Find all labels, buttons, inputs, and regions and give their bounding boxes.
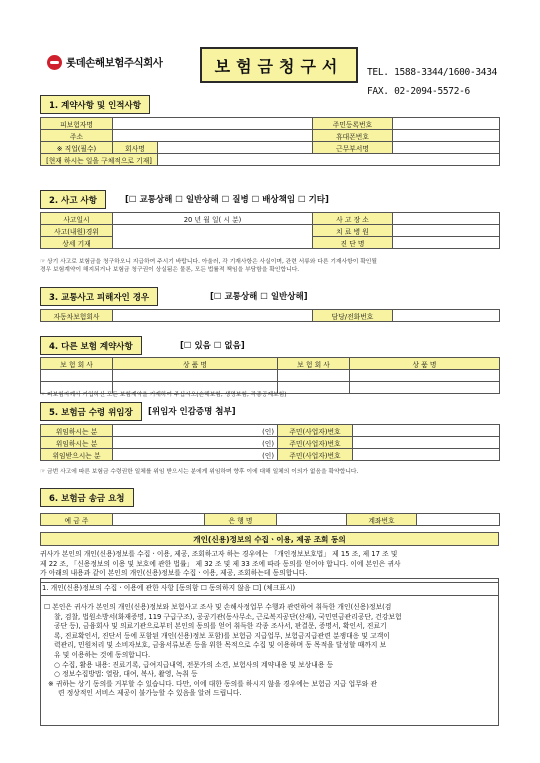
cause-field[interactable]	[113, 225, 313, 249]
hospital-field[interactable]	[393, 225, 500, 237]
section-4-table	[40, 357, 500, 394]
rid-field[interactable]	[353, 425, 500, 437]
product-field[interactable]	[350, 370, 500, 382]
consent-line: 귀사가 본인의 개인(신용)정보를 수집ㆍ이용, 제공, 조회하고자 하는 경우에는 「개인정보보호법」 제 15 조, 제 17 조 및	[40, 550, 398, 558]
section-2-table	[40, 212, 500, 249]
duty-label: [현재 하시는 일을 구체적으로 기재]	[41, 154, 158, 166]
section-6-title: 6. 보험금 송금 요청	[40, 488, 134, 507]
consent-line: 제 22 조, 「신용정보의 이용 및 보호에 관한 법률」 제 32 조 및 제 33 조에 따라 동의를 얻어야 합니다. 이에 본인은 귀사	[40, 559, 401, 568]
consent-line: 록, 진료확인서, 진단서 등에 포함된 개인(신용)정보 포함)를 보험금 지급업무, 보험금지급관련 분쟁대응 및 고객이	[54, 631, 390, 640]
accident-type-options[interactable]: [☐ 교통상해 ☐ 일반상해 ☐ 질병 ☐ 배상책임 ☐ 기타]	[125, 195, 329, 205]
consent-line: 련 정상적인 서비스 제공이 불가능할 수 있음을 알려 드립니다.	[58, 689, 242, 698]
product-field[interactable]	[113, 370, 278, 382]
date-label: 사고일시	[41, 213, 113, 225]
resident-field[interactable]	[393, 118, 500, 130]
section-3-table	[40, 309, 500, 322]
delegator-label: 위임하시는 분	[41, 437, 113, 449]
lotte-logo-icon	[47, 55, 62, 70]
seal-mark[interactable]: (인)	[113, 449, 278, 461]
depositor-label: 예 금 주	[41, 514, 113, 526]
section-3-title: 3. 교통사고 피해자인 경우	[40, 287, 158, 306]
consent-line: 공단 등), 금융회사 및 의료기관으로부터 본인의 동의를 얻어 취득한 각종 조사서, 판결문, 증명서, 확인서, 진료기	[54, 622, 387, 631]
form-title-text: 보험금청구서	[214, 56, 344, 76]
consent-line: 가 아래의 내용과 같이 본인의 개인(신용)정보를 수집ㆍ이용, 제공, 조회하는데 동의합니다.	[40, 569, 308, 578]
auto-insurer-label: 자동차보험회사	[41, 310, 113, 322]
note-line: 경우 보험계약이 해지되거나 보험금 청구권이 상실됨은 물론, 모든 법률적 책임을 부담함을 확인합니다.	[40, 267, 300, 273]
job-label: ※ 직업(필수)	[41, 142, 113, 154]
consent-intro	[40, 550, 499, 579]
detail-label: 상세 기재	[41, 237, 113, 249]
date-field[interactable]: 20 년 월 일( 시 분)	[113, 213, 313, 225]
insurer-field[interactable]	[278, 370, 350, 382]
insured-field[interactable]	[113, 118, 313, 130]
fax-number: FAX. 02-2094-5572-6	[367, 86, 470, 97]
consent-line[interactable]: ☐ 본인은 귀사가 본인의 개인(신용)정보와 보험사고 조사 및 손해사정업무 수행과 관련하여 취득한 개인(신용)정보(검	[44, 603, 392, 611]
duty-field[interactable]	[158, 154, 500, 166]
company-logo	[47, 52, 197, 72]
rid-label: 주민(사업자)번호	[278, 449, 353, 461]
company-name: 롯데손해보험주식회사	[66, 56, 163, 69]
auto-insurer-field[interactable]	[113, 310, 313, 322]
section-1-table	[40, 117, 500, 166]
section-5-table	[40, 424, 500, 461]
tel-number: TEL. 1588-3344/1600-3434	[367, 67, 498, 78]
bank-label: 은 행 명	[205, 514, 277, 526]
place-field[interactable]	[393, 213, 500, 225]
delegator-label: 위임하시는 분	[41, 425, 113, 437]
cause-label: 사고(내원)경위	[41, 225, 113, 237]
consent-title: 개인(신용)정보의 수집ㆍ이용, 제공 조회 동의	[41, 533, 499, 546]
diagnosis-label: 진 단 명	[313, 237, 393, 249]
section-2-note	[40, 258, 377, 274]
depositor-field[interactable]	[113, 514, 205, 526]
consent-line: ○ 정보수집방법: 열람, 대여, 복사, 촬영, 녹취 등	[54, 670, 198, 679]
section-5-title: 5. 보험금 수령 위임장	[40, 402, 142, 421]
product-header: 상 품 명	[113, 358, 278, 370]
section-4-note: ☞ 피보험자께서 가입하신 모든 보험계약을 기재하여 주십시오(손해보험, 생명보험, 각종공제보험)	[40, 392, 287, 398]
insurer-field[interactable]	[278, 382, 350, 394]
seal-mark[interactable]: (인)	[113, 425, 278, 437]
insurer-header: 보 험 회 사	[41, 358, 113, 370]
manager-label: 담당/전화번호	[313, 310, 393, 322]
address-label: 주소	[41, 130, 113, 142]
traffic-type-options[interactable]: [☐ 교통상해 ☐ 일반상해]	[210, 292, 308, 302]
section-4-title: 4. 다른 보험 계약사항	[40, 336, 142, 355]
consent-title-bar	[40, 532, 499, 546]
dept-field[interactable]	[393, 142, 500, 154]
rid-field[interactable]	[353, 449, 500, 461]
product-header: 상 품 명	[350, 358, 500, 370]
insured-label: 피보험자명	[41, 118, 113, 130]
product-field[interactable]	[350, 382, 500, 394]
section-5-note: ☞ 금번 사고에 따른 보험금 수령권한 일체를 위임 받으시는 분에게 위임하며 향후 이에 대해 일체의 이의가 없음을 확약합니다.	[40, 469, 359, 475]
section-2-title: 2. 사고 사항	[40, 190, 106, 209]
mobile-label: 휴대폰번호	[313, 130, 393, 142]
place-label: 사 고 장 소	[313, 213, 393, 225]
account-label: 계좌번호	[347, 514, 417, 526]
consent-frame	[40, 578, 499, 726]
dept-label: 근무부서명	[313, 142, 393, 154]
company-field[interactable]	[158, 142, 313, 154]
hospital-label: 치 료 병 원	[313, 225, 393, 237]
seal-mark[interactable]: (인)	[113, 437, 278, 449]
other-insurance-options[interactable]: [☐ 있음 ☐ 없음]	[180, 341, 245, 351]
consent-line: 력관리, 민원처리 및 소비자보호, 금융서류보존 등을 위한 목적으로 수집 및 이용하며 동 목적을 달성할 때까지 보	[54, 641, 387, 650]
note-line: ☞ 상기 사고로 보험금을 청구하오니 지급하여 주시기 바랍니다. 아울러, 각 기재사항은 사실이며, 관련 서류와 다른 기재사항이 확인될	[40, 259, 377, 265]
proxy-subtitle: [위임자 인감증명 첨부]	[148, 407, 236, 417]
insurer-field[interactable]	[41, 370, 113, 382]
rid-field[interactable]	[353, 437, 500, 449]
contact-info	[367, 63, 497, 101]
section-6-table	[40, 513, 500, 526]
rid-label: 주민(사업자)번호	[278, 425, 353, 437]
consent-line: 찰, 검찰, 법원소방서(화재증명, 119 구급구조), 공공기관(동사무소, 근로복지공단(산재), 국민연금관리공단, 건강보험	[54, 612, 402, 621]
consent-line: ※ 귀하는 상기 동의를 거부할 수 있습니다. 다만, 이에 대한 동의를 하시지 않을 경우에는 보험금 지급 업무와 관	[48, 679, 378, 688]
delegate-label: 위임받으시는 분	[41, 449, 113, 461]
consent-line: ○ 수집, 활용 내용: 진료기록, 급여지급내역, 전문가의 소견, 보험사의 계약내용 및 보상내용 등	[54, 660, 334, 669]
resident-label: 주민등록번호	[313, 118, 393, 130]
diagnosis-field[interactable]	[393, 237, 500, 249]
consent-question[interactable]: 1. 개인(신용)정보의 수집ㆍ이용에 관한 사항 [동의함 ☐ 동의하지 않음 ☐] (체크표시)	[40, 582, 499, 596]
bank-field[interactable]	[277, 514, 347, 526]
company-label: 회사명	[113, 142, 158, 154]
mobile-field[interactable]	[393, 130, 500, 142]
consent-line: 유 및 이용하는 것에 동의합니다.	[54, 650, 151, 659]
rid-label: 주민(사업자)번호	[278, 437, 353, 449]
address-field[interactable]	[113, 130, 313, 142]
section-1-title: 1. 계약사항 및 인적사항	[40, 95, 150, 114]
manager-field[interactable]	[393, 310, 500, 322]
insurer-header: 보 험 회 사	[278, 358, 350, 370]
account-field[interactable]	[417, 514, 500, 526]
form-title	[200, 47, 358, 83]
